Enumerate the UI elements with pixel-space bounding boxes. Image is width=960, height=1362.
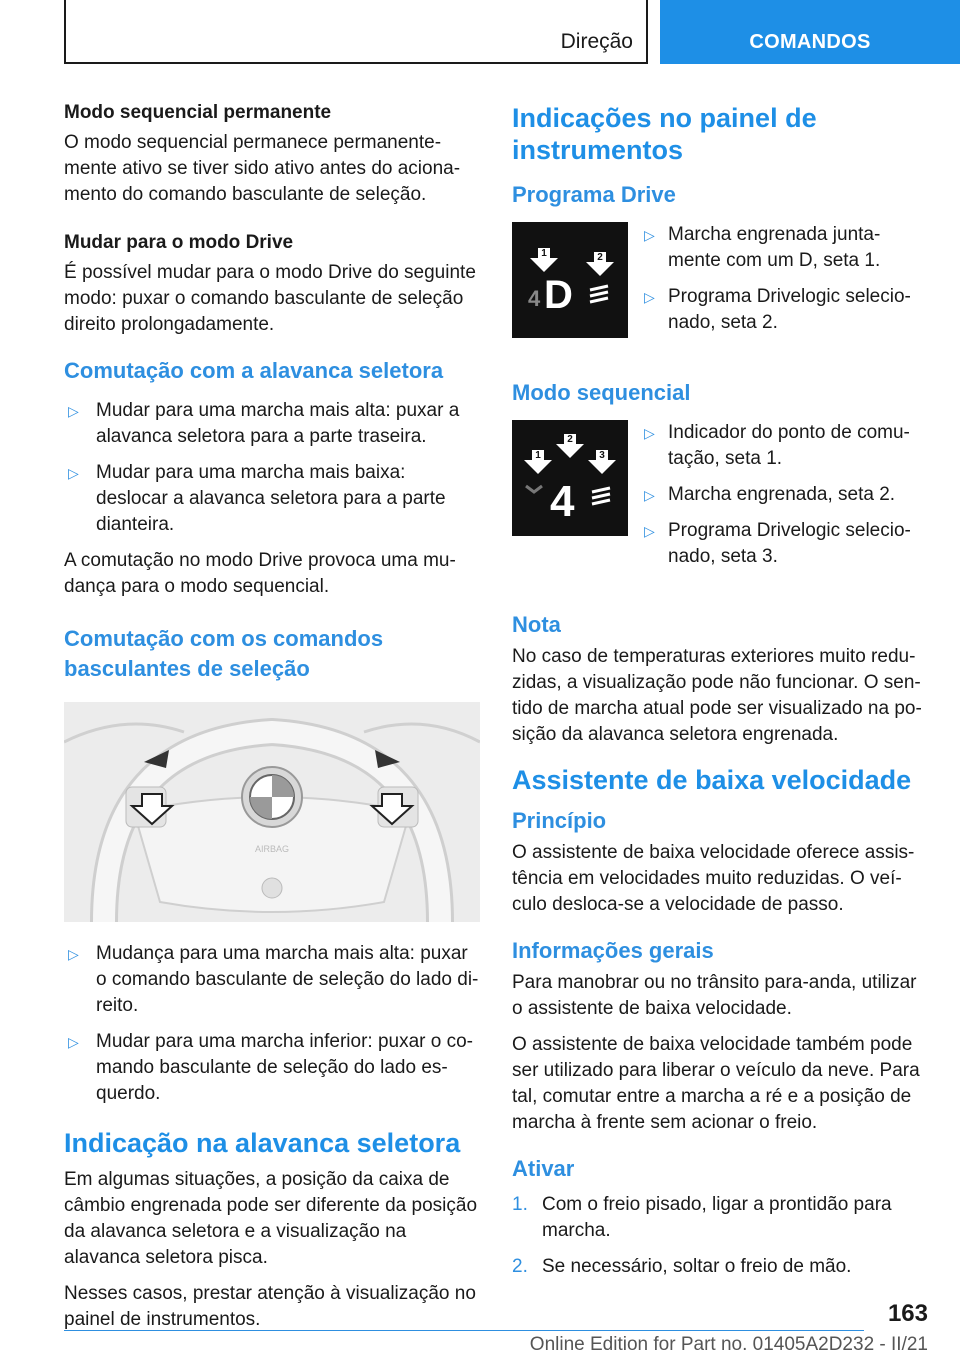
drive-title: Programa Drive <box>512 182 676 207</box>
triangle-bullet-icon: ▷ <box>68 946 79 962</box>
header-chapter: COMANDOS <box>660 0 960 64</box>
modo-seq-title: Modo sequencial permanente <box>64 102 332 123</box>
modo-seq-text: O modo sequencial permanece permanente-mente ativo se tiver sido ativo antes do aciona-mento do comando basculante de seleção. <box>64 132 461 205</box>
comandos-title: Comutação com os comandos basculantes de seleção <box>64 626 384 681</box>
nota-text: No caso de temperaturas exteriores muito redu-zidas, a visualização pode não funcionar. O sen-tido de marcha atual pode ser visualizado na po-sição da alavanca seletora engrenada. <box>512 646 922 745</box>
list-item: ▷ Mudar para uma marcha mais alta: puxar a alavanca seletora para a parte traseira. <box>68 400 460 447</box>
triangle-bullet-icon: ▷ <box>644 227 655 243</box>
alavanca-title: Comutação com a alavanca seletora <box>64 358 444 383</box>
sequential-display-illustration <box>512 420 628 536</box>
svg-text:2: 2 <box>567 434 573 445</box>
steering-wheel-illustration <box>64 702 480 922</box>
triangle-bullet-icon: ▷ <box>644 289 655 305</box>
drive-display-illustration <box>512 222 628 338</box>
seq-list <box>640 420 928 580</box>
seq-row <box>512 420 928 590</box>
indicacao-text-2: Nesses casos, prestar atenção à visualização no painel de instrumentos. <box>64 1283 476 1330</box>
left-column <box>64 100 482 1343</box>
triangle-bullet-icon: ▷ <box>68 403 79 419</box>
seq-title: Modo sequencial <box>512 380 691 405</box>
right-column <box>512 100 928 1290</box>
list-item: 1. Com o freio pisado, ligar a prontidão para marcha. <box>512 1194 892 1241</box>
mudar-drive-title: Mudar para o modo Drive <box>64 232 294 253</box>
triangle-bullet-icon: ▷ <box>644 425 655 441</box>
list-item: ▷ Marcha engrenada, seta 2. <box>640 482 928 508</box>
drive-list <box>640 222 928 346</box>
mudar-drive-text: É possível mudar para o modo Drive do seguinte modo: puxar o comando basculante de seleção direito prolongadamente. <box>64 262 476 335</box>
footer-edition: Online Edition for Part no. 01405A2D232 - II/21 <box>529 1334 928 1355</box>
assist-title: Assistente de baixa velocidade <box>512 765 912 795</box>
triangle-bullet-icon: ▷ <box>644 523 655 539</box>
list-item: ▷ Mudança para uma marcha mais alta: puxar o comando basculante de seleção do lado di-reito. <box>68 943 479 1016</box>
indicacao-text-1: Em algumas situações, a posição da caixa de câmbio engrenada pode ser diferente da posição da alavanca seletora e a visualização na alavanca seletora pisca. <box>64 1169 478 1268</box>
list-item: ▷ Indicador do ponto de comu-tação, seta 1. <box>644 422 910 469</box>
triangle-bullet-icon: ▷ <box>644 487 655 503</box>
info-text-1: Para manobrar ou no trânsito para-anda, utilizar o assistente de baixa velocidade. <box>512 972 917 1019</box>
info-title: Informações gerais <box>512 938 714 963</box>
airbag-label: AIRBAG <box>254 844 290 854</box>
list-item: ▷ Programa Drivelogic selecio-nado, seta 2. <box>644 286 911 333</box>
svg-text:1: 1 <box>541 248 547 259</box>
alavanca-list <box>64 398 482 538</box>
comandos-list <box>64 941 482 1107</box>
list-item: ▷ Mudar para uma marcha inferior: puxar o co-mando basculante de seleção do lado es-querdo. <box>68 1031 473 1104</box>
footer-rule <box>64 1330 864 1331</box>
painel-title: Indicações no painel de instrumentos <box>512 103 817 165</box>
indicacao-title: Indicação na alavanca seletora <box>64 1128 461 1158</box>
drive-row <box>512 222 928 356</box>
list-item: ▷ Marcha engrenada junta-mente com um D, seta 1. <box>644 224 881 271</box>
info-text-2: O assistente de baixa velocidade também pode ser utilizado para liberar o veículo da neve. Para tal, comutar entre a marcha a ré e a posição de marcha à frente sem acionar o freio. <box>512 1034 920 1133</box>
page-number: 163 <box>887 1300 928 1327</box>
svg-text:D: D <box>544 273 573 317</box>
principio-text: O assistente de baixa velocidade oferece assis-tência em velocidades muito reduzidas. O veí-culo desloca-se a velocidade de passo. <box>512 842 915 915</box>
svg-text:1: 1 <box>535 450 541 461</box>
alavanca-text: A comutação no modo Drive provoca uma mu-dança para o modo sequencial. <box>64 550 456 597</box>
svg-text:3: 3 <box>599 450 605 461</box>
list-item: 2. Se necessário, soltar o freio de mão. <box>512 1256 852 1277</box>
ativar-list <box>512 1192 928 1280</box>
svg-text:2: 2 <box>597 252 603 263</box>
nota-title: Nota <box>512 612 561 637</box>
triangle-bullet-icon: ▷ <box>68 465 79 481</box>
list-item: ▷ Mudar para uma marcha mais baixa: deslocar a alavanca seletora para a parte dianteira. <box>68 462 446 535</box>
ativar-title: Ativar <box>512 1156 575 1181</box>
svg-text:4: 4 <box>550 477 575 526</box>
list-item: ▷ Programa Drivelogic selecio-nado, seta 3. <box>644 520 911 567</box>
principio-title: Princípio <box>512 808 607 833</box>
svg-text:4: 4 <box>528 286 541 311</box>
header-section: Direção <box>560 30 633 53</box>
triangle-bullet-icon: ▷ <box>68 1034 79 1050</box>
